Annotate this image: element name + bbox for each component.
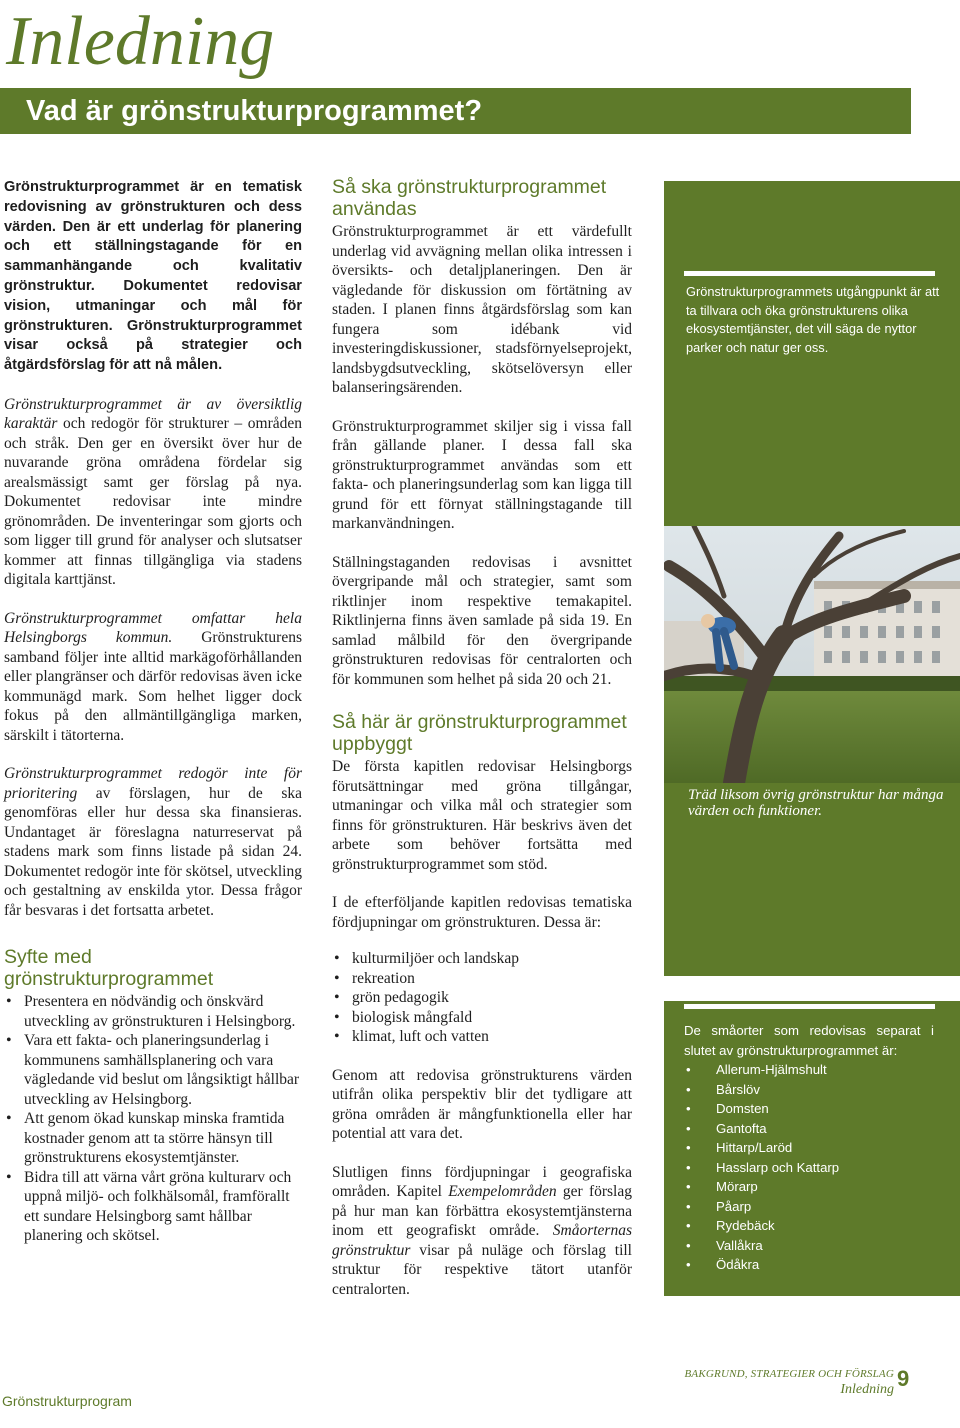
list-item: • Ödåkra [684,1255,839,1275]
emphasis: Grönstrukturprogrammet omfattar hela Helsingborgs kommun. [4,609,302,647]
paragraph-overview [4,395,302,590]
list-item: • klimat, luft och vatten [332,1027,632,1047]
paragraph-priority [4,764,302,920]
column-middle [332,176,632,1299]
emphasis: Exempelområden [448,1183,557,1200]
paragraph [332,1163,632,1300]
smaorter-list [684,1060,839,1275]
emphasis: Småorternas grönstruktur [332,1222,632,1259]
list-item: • Bårslöv [684,1080,839,1100]
section-banner [0,88,911,134]
lead-paragraph [4,178,302,376]
column-left [4,178,302,1246]
banner-heading: Vad är grönstrukturprogrammet? [26,95,483,127]
smaorter-box [664,1001,960,1296]
list-item: • Att genom ökad kunskap minska framtida kostnader genom att ta större hänsyn till grönstrukturens ekosystemtjänster. [4,1109,302,1168]
paragraph-text: och redogör för strukturer – områden och stråk. Den ger en översikt över hur de nuvarande gröna områdena fördelar sig arealsmässigt samt ger förslag på nya. Dokumentet redovisar inte mindre grönområden. De inventeringar som gjorts och som ligger till grund för analyser och slutsatser kommer att finnas tillgängliga via stadens digitala karttjänst. [4,415,302,589]
list-item: • Domsten [684,1099,839,1119]
sidebar-info-box [664,181,960,526]
list-item: • grön pedagogik [332,988,632,1008]
list-item: • biologisk mångfald [332,1008,632,1028]
page-number: 9 [897,1366,910,1391]
list-item: • Presentera en nödvändig och önskvärd utveckling av grönstrukturen i Helsingborg. [4,992,302,1031]
list-item: • Bidra till att värna vårt gröna kulturarv och uppnå miljö- och folkhälsomål, framförallt ett sundare Helsingborg samt hållbar planering och skötsel. [4,1168,302,1246]
paragraph-text: Grönstrukturens samband följer inte alltid markägoförhållanden eller plangränser och därför redovisas även icke kommunägd mark. Som helhet ligger dock fokus på den allmäntillgängliga marken, särskilt i tätorterna. [4,629,302,744]
divider [684,271,935,276]
paragraph: Genom att redovisa grönstrukturens värden utifrån olika perspektiv blir det tydligare att gröna områden är mångfunktionella eller har potential att vara det. [332,1066,632,1142]
paragraph: I de efterföljande kapitlen redovisas tematiska fördjupningar om grönstrukturen. Dessa är: [332,894,632,931]
list-item: • Rydebäck [684,1216,839,1236]
paragraph: Grönstrukturprogrammet är ett värdefullt underlag vid avvägning mellan olika intressen i översikts- och detaljplaneringen. Den är vägledande för diskussion om förtätning av staden. I planen finns åtgärdsförslag som kan fungera som idébank vid investeringdiskussioner, stadsförnyelseprojekt, landsbygdsutveckling, skötselöversyn eller balanseringsärenden. [332,223,632,396]
footer-publication: Grönstrukturprogram [2,1393,132,1409]
photo-caption-box [664,783,960,976]
list-item: • Hittarp/Laröd [684,1138,839,1158]
list-item: • Vallåkra [684,1236,839,1256]
footer-chapter: BAKGRUND, STRATEGIER OCH FÖRSLAG [684,1368,894,1380]
list-item: • Mörarp [684,1177,839,1197]
paragraph-text: ger förslag på hur man kan förbättra ekosystemtjänsterna inom ett geografiskt område. [332,1183,632,1239]
paragraph-text: visar på nuläge och förslag till struktur för respektive tätort utanför centralorten. [332,1241,632,1298]
footer-section [674,1368,894,1398]
paragraph-text: Slutligen finns fördjupningar i geografiska områden. Kapitel [332,1163,632,1200]
paragraph: De första kapitlen redovisar Helsingborgs förutsättningar med gröna tillgångar, utmaningar och vilka mål och strategier som finns för grönstrukturen. Här beskrivs även det arbete som behöver fortsätta med grönstrukturprogrammet som stöd. [332,758,632,873]
syfte-list [4,992,302,1246]
lead-text: Grönstrukturprogrammet är en tematisk redovisning av grönstrukturen och dess värden. Den är ett underlag för planering och ett ställningstagande för en sammanhängande och kvalitativ grönstruktur. Dokumentet redovisar vision, utmaningar och mål för grönstrukturen. Grönstrukturprogrammet visar också på strategier och åtgärdsförslag för att nå målen. [4,179,302,374]
list-item: • Vara ett fakta- och planeringsunderlag i kommunens samhällsplanering och vara vägledande vid beslut om långsiktigt hållbar utveckling av Helsingborg. [4,1031,302,1109]
smaorter-intro: De småorter som redovisas separat i slutet av grönstrukturprogrammet är: [684,1023,934,1058]
footer-subchapter: Inledning [840,1382,894,1397]
list-item: • Hasslarp och Kattarp [684,1158,839,1178]
sidebar-info-text: Grönstrukturprogrammets utgångpunkt är att ta tillvara och öka grönstrukturens olika ekosystemtjänster, det vill säga de nyttor parker och natur ger oss. [686,284,940,355]
emphasis: Grönstrukturprogrammet är av översiktlig karaktär [4,395,302,433]
syfte-heading: Syfte med grönstrukturprogrammet [4,946,214,991]
divider [684,1004,935,1009]
teman-list [332,949,632,1047]
list-item: • Påarp [684,1197,839,1217]
paragraph: Ställningstaganden redovisas i avsnittet övergripande mål och strategier, samt som riktlinjer inom respektive temakapitel. Riktlinjerna finns även samlade på sida 19. En samlad målbild för den övergripande grönstrukturen redovisas för centralorten och för kommunen som helhet på sida 20 och 21. [332,553,632,688]
paragraph-text: av förslagen, hur de ska genomföras eller hur dessa ska finansieras. Undantaget är föreslagna naturreservat på stadens mark som finns listade på sidan 24. Dokumentet redogör inte för skötsel, utveckling och gestaltning av enskilda ytor. Dessa frågor får besvaras i det fortsatta arbetet. [4,784,302,919]
photo-caption: Träd liksom övrig grönstruktur har många värden och funktioner. [688,787,944,819]
paragraph: Grönstrukturprogrammet skiljer sig i vissa fall från gällande planer. I dessa fall ska grönstrukturprogrammet användas som ett fakta- och planeringsunderlag som kan ligga till grund för ett förnyat ställningstagande till markanvändningen. [332,417,632,532]
paragraph-scope [4,609,302,746]
anvandas-heading: Så ska grönstrukturprogrammet användas [332,176,607,220]
list-item: • rekreation [332,969,632,989]
list-item: • Allerum-Hjälmshult [684,1060,839,1080]
uppbyggt-heading: Så här är grönstrukturprogrammet uppbyggt [332,711,627,755]
emphasis: Grönstrukturprogrammet redogör inte för prioritering [4,765,302,802]
tree-photo [664,526,960,783]
page-title: Inledning [6,3,275,80]
list-item: • kulturmiljöer och landskap [332,949,632,969]
list-item: • Gantofta [684,1119,839,1139]
